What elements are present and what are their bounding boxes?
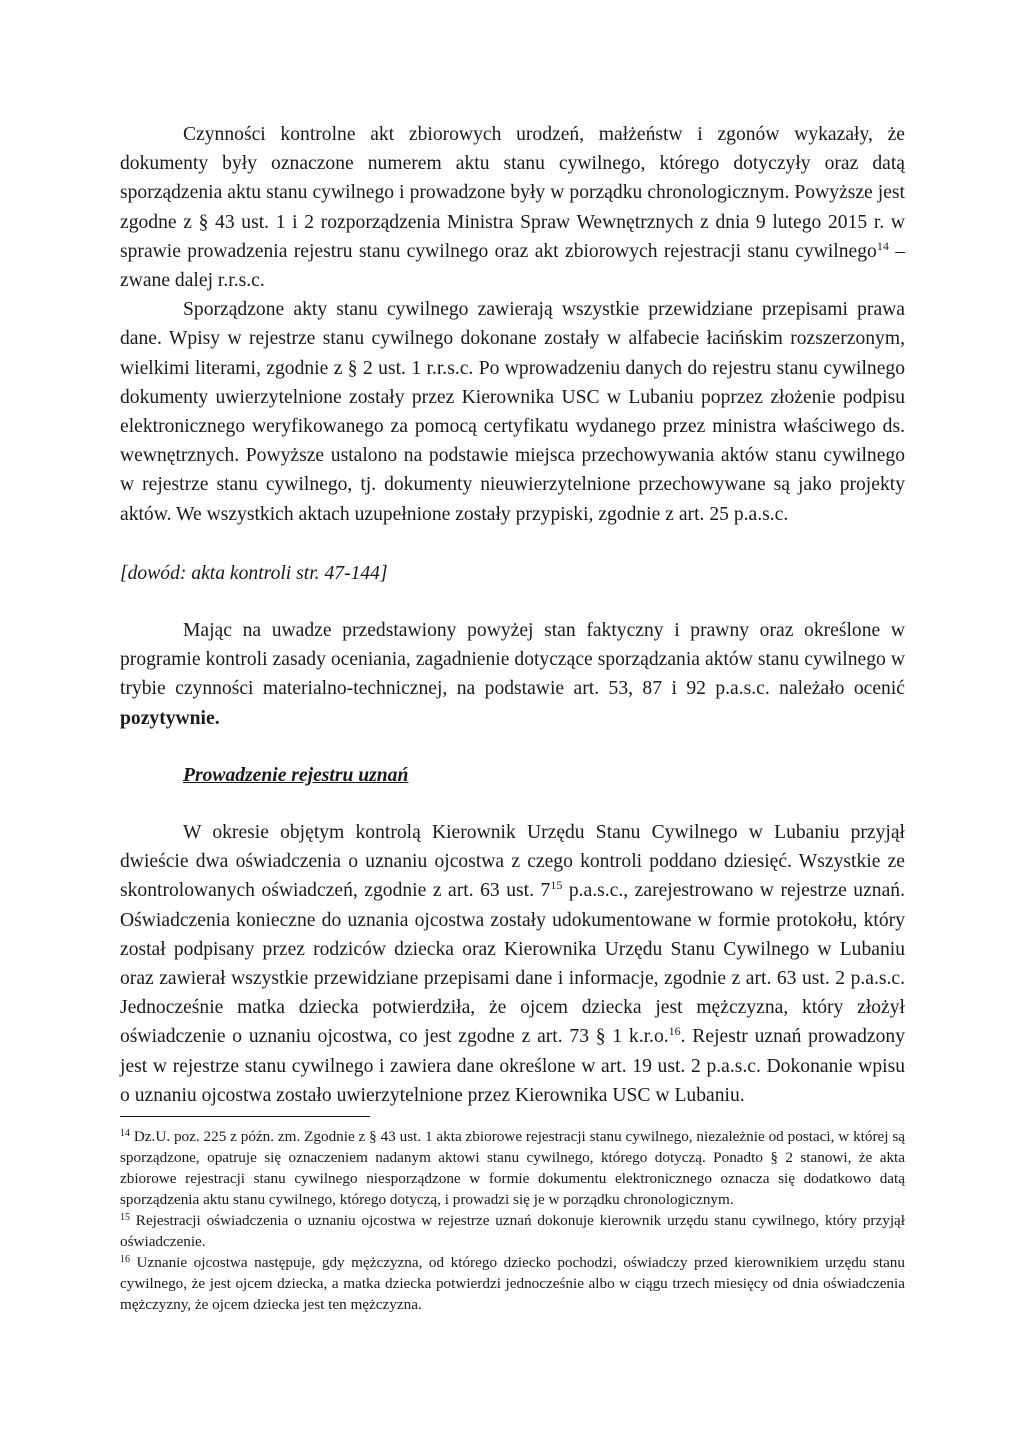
footnote-text: Rejestracji oświadczenia o uznaniu ojcostwa w rejestrze uznań dokonuje kierownik urzędu stanu cywilnego, który przyjął oświadczenie. (120, 1212, 905, 1250)
footnote-text: Uznanie ojcostwa następuje, gdy mężczyzna, od którego dziecko pochodzi, oświadczy przed kierownikiem urzędu stanu cywilnego, że jest ojcem dziecka, a matka dziecka potwierdzi jednocześnie albo w ciągu trzech miesięcy od dnia oświadczenia mężczyzny, że ojcem dziecka jest ten mężczyzna. (120, 1254, 905, 1313)
footnote-text: Dz.U. poz. 225 z późn. zm. Zgodnie z § 43 ust. 1 akta zbiorowe rejestracji stanu cywilnego, niezależnie od postaci, w której są sporządzone, opatruje się oznaczeniem nadanym aktowi stanu cywilnego, którego dotyczą. Ponadto § 2 stanowi, że akta zbiorowe rejestracji stanu cywilnego niesporządzone w formie dokumentu elektronicznego oznacza się dodatkowo datą sporządzenia aktu stanu cywilnego, którego dotyczą, i prowadzi się je w porządku chronologicznym. (120, 1128, 905, 1208)
paragraph-text: – zwane dalej r.r.s.c. (120, 240, 905, 292)
paragraph-recognitions (120, 818, 905, 1110)
section-heading: Prowadzenie rejestru uznań (183, 764, 409, 786)
evidence-reference: [dowód: akta kontroli str. 47-144] (120, 562, 388, 584)
paragraph-text: W okresie objętym kontrolą Kierownik Urzędu Stanu Cywilnego w Lubaniu przyjął dwieście dwa oświadczenia o uznaniu ojcostwa z czego kontroli poddano dziesięć. Wszystkie ze skontrolowanych oświadczeń, zgodnie z art. 63 ust. 7 (120, 822, 905, 902)
footnote-number: 15 (120, 1212, 130, 1223)
footnote-14 (120, 1126, 905, 1210)
footnote-number: 14 (120, 1128, 130, 1139)
footnote-ref-14[interactable]: 14 (876, 238, 889, 253)
paragraph-text: p.a.s.c., zarejestrowano w rejestrze uznań. Oświadczenia konieczne do uznania ojcostwa zostały udokumentowane w formie protokołu, który został podpisany przez rodziców dziecka oraz Kierownika Urzędu Stanu Cywilnego w Lubaniu oraz zawierał wszystkie przewidziane przepisami dane i informacje, zgodnie z art. 63 ust. 2 p.a.s.c. Jednocześnie matka dziecka potwierdziła, że ojcem dziecka jest mężczyzna, który złożył oświadczenie o uznaniu ojcostwa, co jest zgodne z art. 73 § 1 k.r.o. (120, 880, 905, 1048)
paragraph-text: Mając na uwadze przedstawiony powyżej stan faktyczny i prawny oraz określone w programie kontroli zasady oceniania, zagadnienie dotyczące sporządzania aktów stanu cywilnego w trybie czynności materialno-technicznej, na podstawie art. 53, 87 i 92 p.a.s.c. należało ocenić (120, 620, 905, 700)
footnote-ref-16[interactable]: 16 (668, 1024, 681, 1039)
footnotes (120, 1126, 905, 1315)
paragraph-text: Czynności kontrolne akt zbiorowych urodzeń, małżeństw i zgonów wykazały, że dokumenty były oznaczone numerem aktu stanu cywilnego, którego dotyczyły oraz datą sporządzenia aktu stanu cywilnego i prowadzone były w porządku chronologicznym. Powyższe jest zgodne z § 43 ust. 1 i 2 rozporządzenia Ministra Spraw Wewnętrznych z dnia 9 lutego 2015 r. w sprawie prowadzenia rejestru stanu cywilnego oraz akt zbiorowych rejestracji stanu cywilnego (120, 124, 905, 262)
assessment-result: pozytywnie. (120, 707, 220, 729)
paragraph-assessment (120, 616, 905, 733)
footnote-15 (120, 1210, 905, 1252)
footnote-16 (120, 1252, 905, 1315)
document-page (120, 120, 905, 1110)
footnote-number: 16 (120, 1254, 130, 1265)
paragraph-findings (120, 120, 905, 295)
paragraph-records: Sporządzone akty stanu cywilnego zawierają wszystkie przewidziane przepisami prawa dane. Wpisy w rejestrze stanu cywilnego dokonane zostały w alfabecie łacińskim rozszerzonym, wielkimi literami, zgodnie z § 2 ust. 1 r.r.s.c. Po wprowadzeniu danych do rejestru stanu cywilnego dokumenty uwierzytelnione zostały przez Kierownika USC w Lubaniu poprzez złożenie podpisu elektronicznego weryfikowanego za pomocą certyfikatu wydanego przez ministra właściwego ds. wewnętrznych. Powyższe ustalono na podstawie miejsca przechowywania aktów stanu cywilnego w rejestrze stanu cywilnego, tj. dokumenty nieuwierzytelnione przechowywane są jako projekty aktów. We wszystkich aktach uzupełnione zostały przypiski, zgodnie z art. 25 p.a.s.c. (120, 299, 905, 525)
paragraph-text: . Rejestr uznań prowadzony jest w rejestrze stanu cywilnego i zawiera dane określone w art. 19 ust. 2 p.a.s.c. Dokonanie wpisu o uznaniu ojcostwa zostało uwierzytelnione przez Kierownika USC w Lubaniu. (120, 1026, 905, 1106)
footnote-separator (120, 1116, 370, 1117)
footnote-ref-15[interactable]: 15 (550, 878, 563, 893)
